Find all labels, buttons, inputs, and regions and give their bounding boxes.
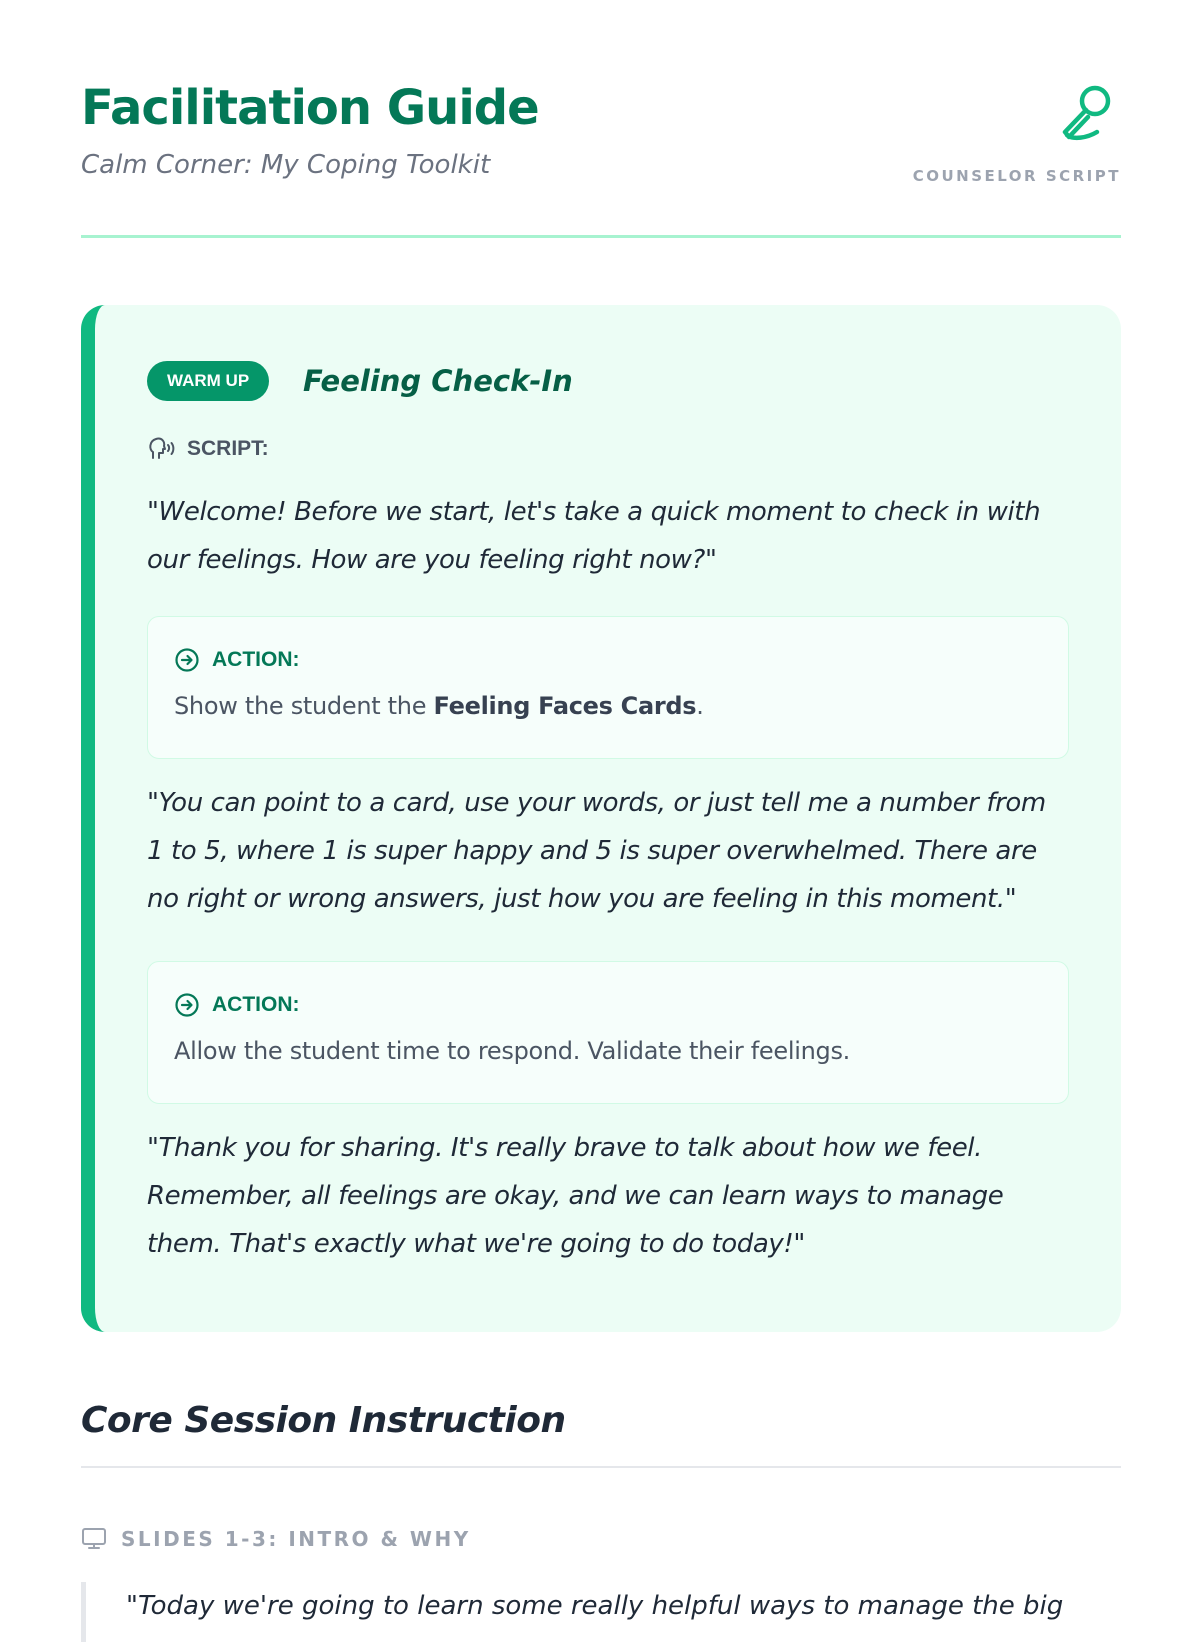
speaking-head-icon bbox=[147, 436, 175, 462]
action-box bbox=[147, 961, 1069, 1104]
core-section-title: Core Session Instruction bbox=[81, 1400, 566, 1441]
arrow-circle-right-icon bbox=[174, 647, 200, 673]
section-divider bbox=[81, 1466, 1121, 1468]
script-quote: "Welcome! Before we start, let's take a quick moment to check in with our feelings. How are you feeling right now?" bbox=[147, 497, 1041, 575]
counselor-script-tag: COUNSELOR SCRIPT bbox=[912, 167, 1121, 185]
action-text-lead: Show the student the bbox=[174, 692, 434, 720]
warm-up-card bbox=[81, 305, 1121, 1332]
page-header bbox=[81, 0, 1121, 238]
activity-title: Feeling Check-In bbox=[303, 364, 573, 398]
slides-label bbox=[81, 1524, 471, 1554]
action-label-text: ACTION: bbox=[212, 648, 300, 671]
slides-label-text: SLIDES 1-3: INTRO & WHY bbox=[121, 1527, 471, 1551]
page-subtitle: Calm Corner: My Coping Toolkit bbox=[81, 150, 491, 180]
script-label bbox=[147, 434, 269, 464]
warm-up-badge: WARM UP bbox=[147, 361, 269, 401]
page-title: Facilitation Guide bbox=[81, 80, 539, 136]
facilitation-guide-page bbox=[81, 0, 1121, 1621]
action-text bbox=[174, 689, 704, 723]
script-quote: "You can point to a card, use your words, or just tell me a number from 1 to 5, where 1 is super happy and 5 is super overwhelmed. There are no right or wrong answers, just how you are feeling in this moment." bbox=[147, 788, 1046, 914]
arrow-circle-right-icon bbox=[174, 992, 200, 1018]
feeling-faces-cards-label: Feeling Faces Cards bbox=[433, 692, 697, 720]
action-text-end: . bbox=[696, 692, 704, 720]
action-label bbox=[174, 990, 300, 1020]
action-text: Allow the student time to respond. Validate their feelings. bbox=[174, 1037, 850, 1065]
action-label-text: ACTION: bbox=[212, 993, 300, 1016]
script-label-text: SCRIPT: bbox=[187, 437, 269, 460]
monitor-icon bbox=[81, 1527, 107, 1551]
action-label bbox=[174, 645, 300, 675]
microphone-icon bbox=[1057, 82, 1117, 144]
slides-script-quote: "Today we're going to learn some really helpful ways to manage the big bbox=[81, 1582, 1121, 1642]
action-box bbox=[147, 616, 1069, 759]
script-quote: "Thank you for sharing. It's really brave to talk about how we feel. Remember, all feelings are okay, and we can learn ways to manage them. That's exactly what we're going to do today!" bbox=[147, 1133, 1004, 1259]
